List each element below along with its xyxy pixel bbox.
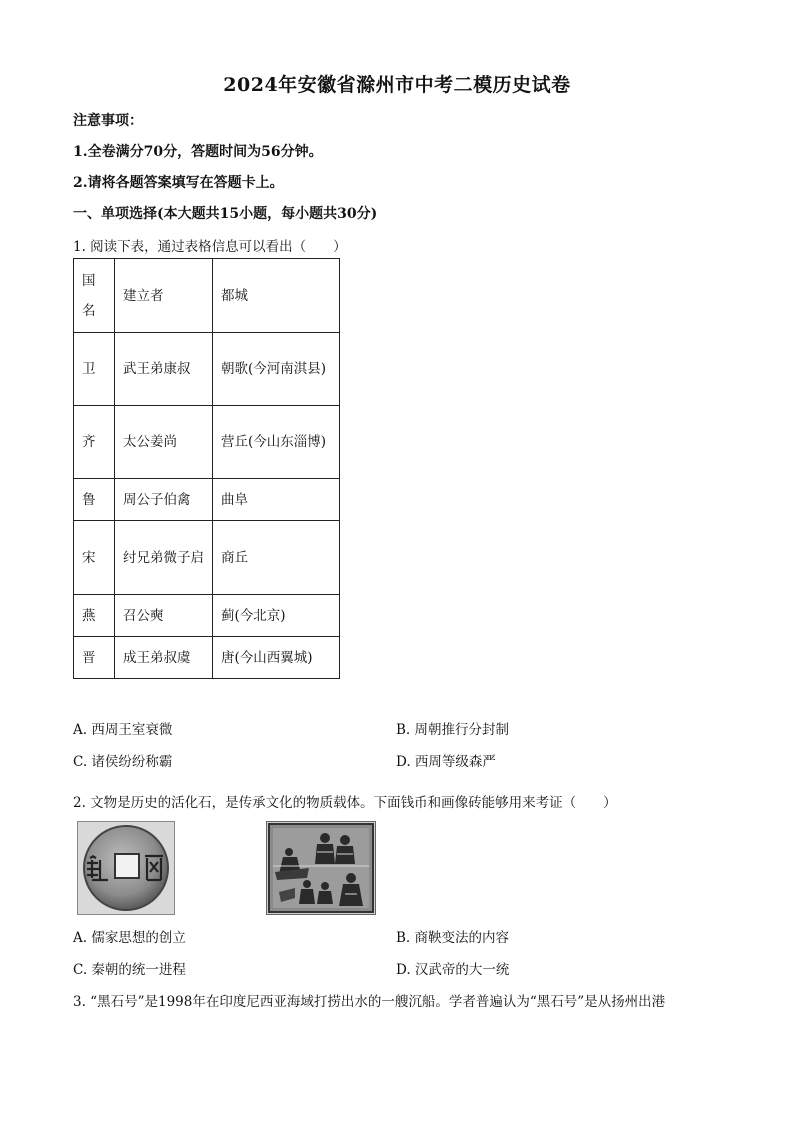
table-header-row [74,259,340,333]
question-2-option-d[interactable]: D. 汉武帝的大一统 [396,962,510,978]
table-cell: 太公姜尚 [115,406,213,479]
notice-item-1: 1.全卷满分70分，答题时间为56分钟。 [73,144,323,160]
table-cell: 召公奭 [115,595,213,637]
section-heading: 一、单项选择(本大题共15小题，每小题共30分) [73,206,378,222]
table-row [74,637,340,679]
question-2-option-b[interactable]: B. 商鞅变法的内容 [396,930,510,946]
page-title: 2024年安徽省滁州市中考二模历史试卷 [223,74,571,96]
table-cell: 曲阜 [213,479,340,521]
table-cell: 宋 [74,521,115,595]
table-row [74,479,340,521]
han-pictorial-brick-image [266,821,376,915]
table-cell: 周公子伯禽 [115,479,213,521]
table-cell: 唐(今山西翼城) [213,637,340,679]
ban-liang-coin-image [77,821,175,915]
table-cell: 齐 [74,406,115,479]
table-cell: 晋 [74,637,115,679]
question-2-option-c[interactable]: C. 秦朝的统一进程 [73,962,186,978]
notice-item-2: 2.请将各题答案填写在答题卡上。 [73,175,284,191]
table-cell: 鲁 [74,479,115,521]
table-header-cell: 国名 [74,259,115,333]
table-cell: 卫 [74,333,115,406]
table-cell: 成王弟叔虞 [115,637,213,679]
table-cell: 商丘 [213,521,340,595]
question-1-stem: 1. 阅读下表，通过表格信息可以看出（ ） [73,239,347,255]
question-2-option-a[interactable]: A. 儒家思想的创立 [73,930,186,946]
question-1-option-a[interactable]: A. 西周王室衰微 [73,722,173,738]
table-header-cell: 都城 [213,259,340,333]
question-1-option-b[interactable]: B. 周朝推行分封制 [396,722,510,738]
table-cell: 营丘(今山东淄博) [213,406,340,479]
table-row [74,333,340,406]
notice-heading: 注意事项： [73,113,143,129]
table-cell: 朝歌(今河南淇县) [213,333,340,406]
table-cell: 燕 [74,595,115,637]
table-cell: 武王弟康叔 [115,333,213,406]
question-1-option-c[interactable]: C. 诸侯纷纷称霸 [73,754,173,770]
table-row [74,406,340,479]
question-2-stem: 2. 文物是历史的活化石，是传承文化的物质载体。下面钱币和画像砖能够用来考证（ ） [73,795,617,811]
question-3-stem: 3. “黑石号”是1998年在印度尼西亚海域打捞出水的一艘沉船。学者普遍认为“黑石号”是从扬州出港 [73,994,666,1010]
table-row [74,521,340,595]
table-cell: 纣兄弟微子启 [115,521,213,595]
table-row [74,595,340,637]
table-header-cell: 建立者 [115,259,213,333]
question-1-table [73,258,340,679]
question-1-option-d[interactable]: D. 西周等级森严 [396,754,496,770]
table-cell: 蓟(今北京) [213,595,340,637]
